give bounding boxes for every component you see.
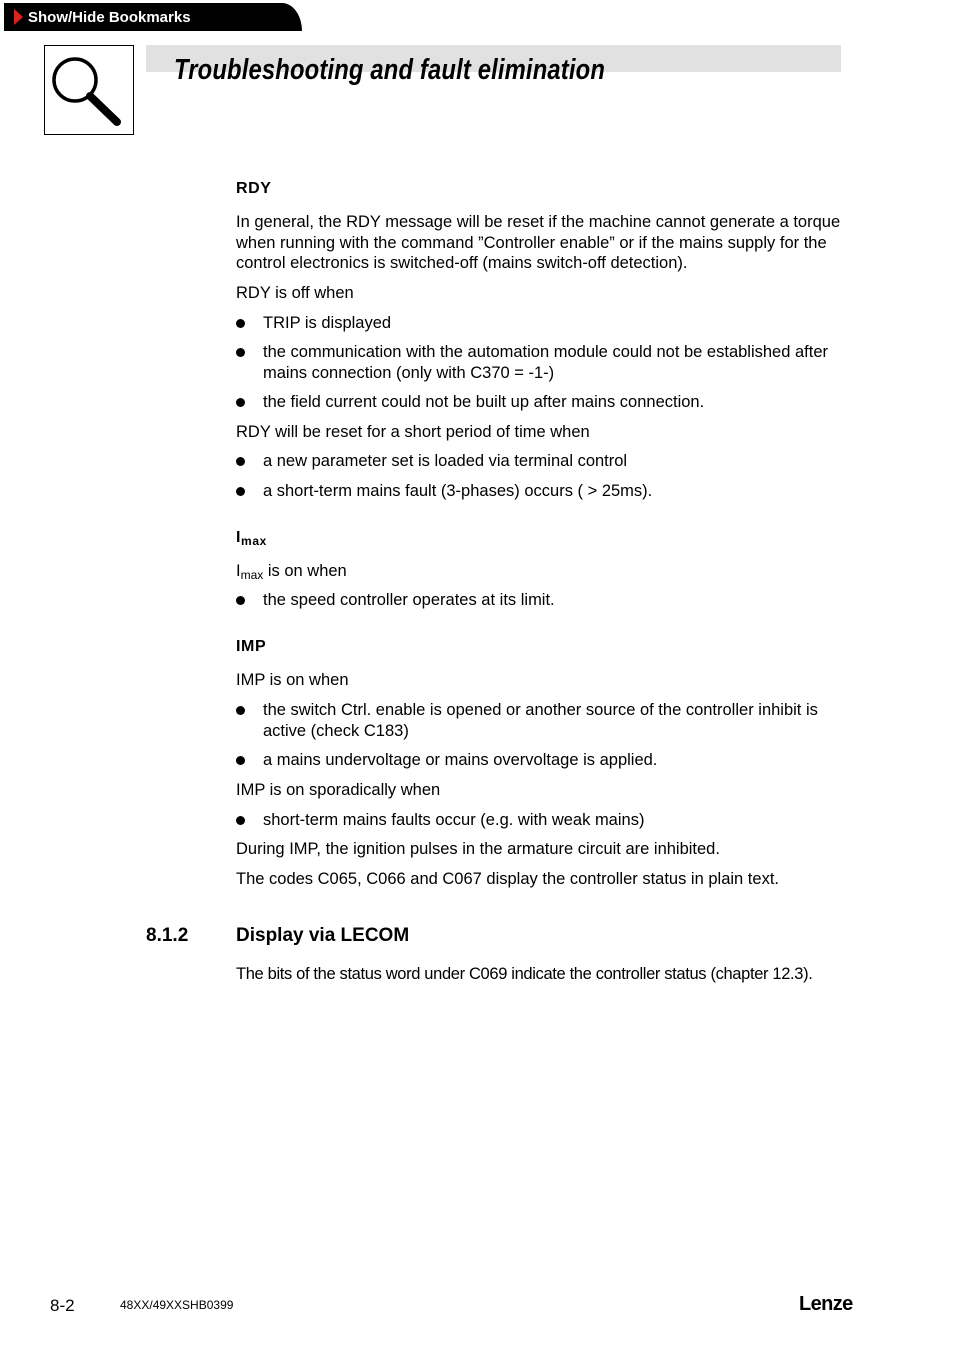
bullet-icon [236, 596, 245, 605]
bullet-icon [236, 487, 245, 496]
section-title: Display via LECOM [236, 925, 410, 946]
bullet-icon [236, 398, 245, 407]
rdy-reset-when: RDY will be reset for a short period of time when [236, 423, 590, 441]
imp-heading: IMP [236, 638, 267, 655]
section-text: The bits of the status word under C069 indicate the controller status (chapter 12.3). [236, 965, 813, 983]
imp-during: During IMP, the ignition pulses in the armature circuit are inhibited. [236, 840, 720, 858]
bullet-icon [236, 348, 245, 357]
section-number: 8.1.2 [146, 925, 189, 946]
imp-sporadic-when: IMP is on sporadically when [236, 781, 441, 799]
page-number: 8-2 [50, 1296, 75, 1315]
show-hide-bookmarks-button[interactable] [4, 3, 302, 31]
bullet-icon [236, 816, 245, 825]
imp-on-when: IMP is on when [236, 671, 349, 689]
page-title: Troubleshooting and fault elimination [174, 54, 606, 86]
bullet-icon [236, 706, 245, 715]
imax-on-when: $I_{max}$ is on when [236, 562, 347, 582]
bullet-icon [236, 457, 245, 466]
magnifier-icon [44, 45, 134, 135]
lenze-logo: Lenze [799, 1293, 853, 1315]
imp-codes: The codes C065, C066 and C067 display the controller status in plain text. [236, 870, 779, 888]
imax-heading: $I_{max}$ [236, 529, 267, 548]
bullet-icon [236, 319, 245, 328]
rdy-off-when: RDY is off when [236, 284, 354, 302]
rdy-intro: In general, the RDY message will be reset if the machine cannot generate a torque when running with the command ”Controller enable” or if the mains supply for the control electronics is switched-off (mains switch-off detection). [236, 213, 841, 272]
document-code: 48XX/49XXSHB0399 [120, 1298, 234, 1312]
rdy-heading: RDY [236, 180, 272, 197]
bookmark-label: Show/Hide Bookmarks [28, 8, 191, 26]
bullet-icon [236, 756, 245, 765]
arrow-right-icon [14, 9, 23, 25]
